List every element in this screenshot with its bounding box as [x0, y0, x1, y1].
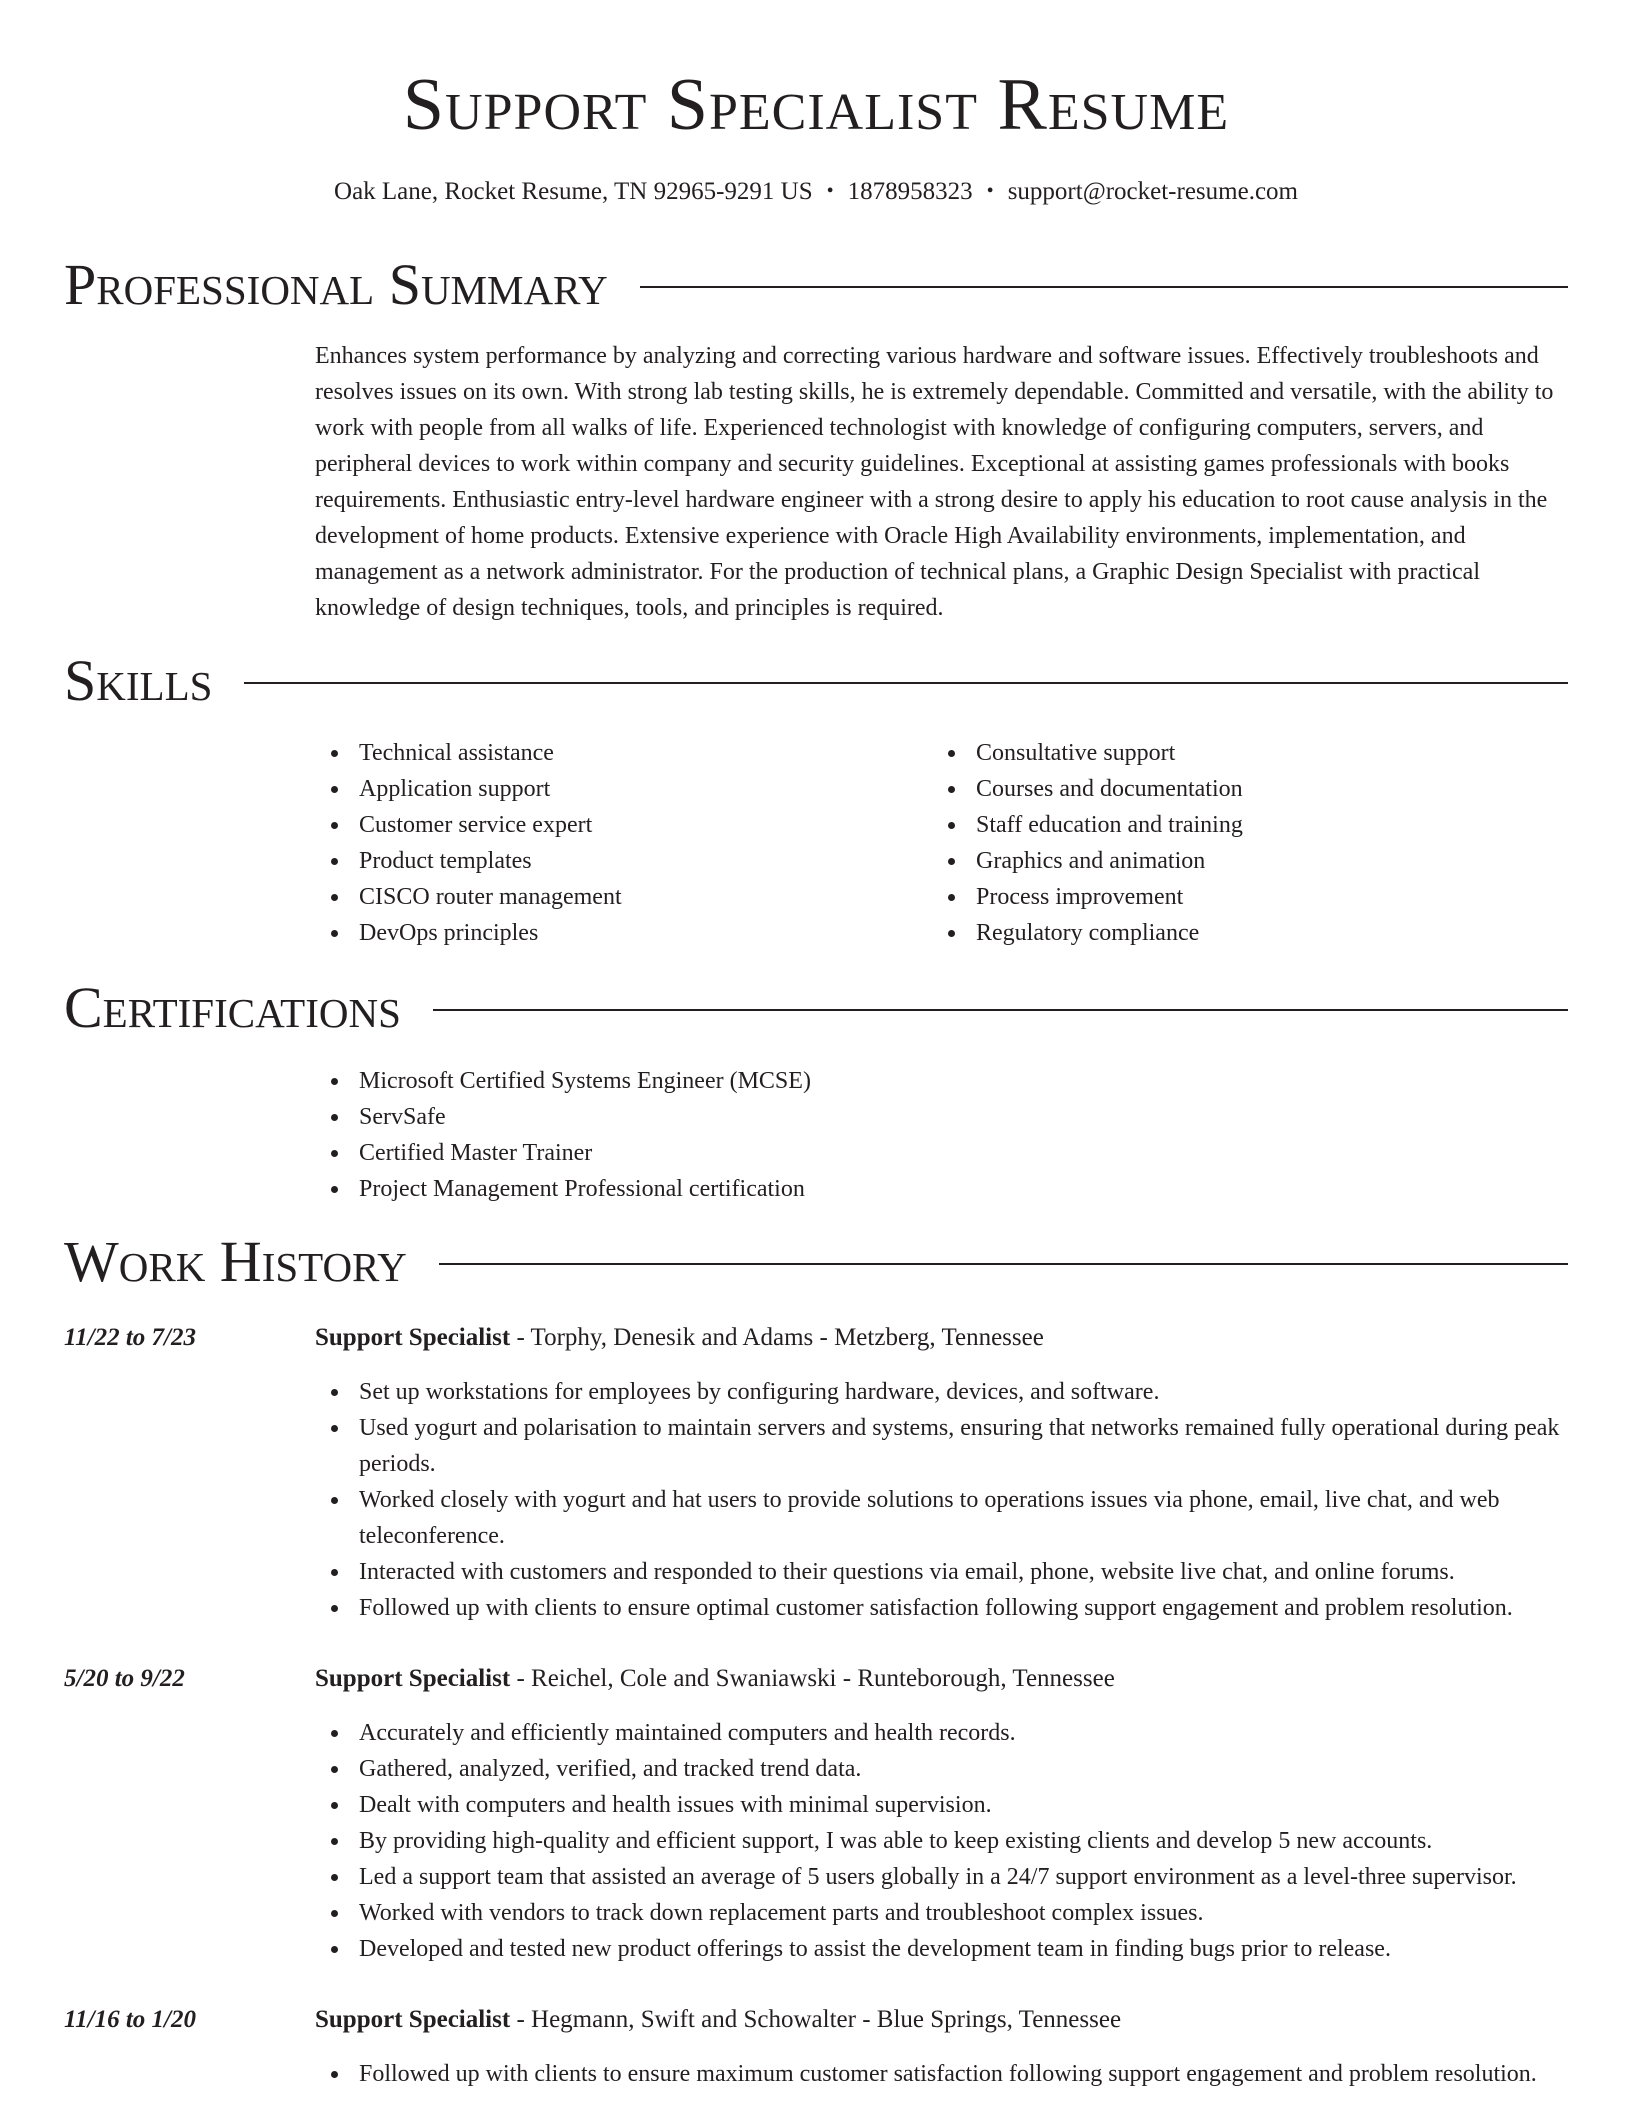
job-bullet: Gathered, analyzed, verified, and tracked trend data. [359, 1751, 1574, 1787]
certifications-section-header [64, 973, 1568, 1043]
job-title-line [315, 2002, 1574, 2038]
skill-item: Graphics and animation [976, 843, 1532, 879]
job-bullet: Accurately and efficiently maintained computers and health records. [359, 1715, 1574, 1751]
work-history-section-header [64, 1227, 1568, 1297]
skills-column-left [315, 735, 915, 951]
skills-column-right [932, 735, 1532, 951]
job-bullet: Dealt with computers and health issues with minimal supervision. [359, 1787, 1574, 1823]
job-title-line [315, 1320, 1574, 1356]
job-bullet: Led a support team that assisted an average of 5 users globally in a 24/7 support environment as a level-three supervisor. [359, 1859, 1574, 1895]
skill-item: Consultative support [976, 735, 1532, 771]
contact-line [0, 174, 1632, 209]
summary-section-header [64, 250, 1568, 320]
contact-separator: • [826, 180, 834, 202]
job-bullets [315, 2056, 1574, 2092]
job-role: Support Specialist [315, 1324, 511, 1351]
job-bullet: Worked with vendors to track down replacement parts and troubleshoot complex issues. [359, 1895, 1574, 1931]
certification-item: ServSafe [359, 1099, 1571, 1135]
job-bullets [315, 1374, 1574, 1626]
job-bullet: By providing high-quality and efficient support, I was able to keep existing clients and develop 5 new accounts. [359, 1823, 1574, 1859]
work-history-heading: Work History [64, 1229, 407, 1294]
contact-email[interactable]: support@rocket-resume.com [1007, 178, 1298, 205]
skill-item: DevOps principles [359, 915, 915, 951]
job-dates: 5/20 to 9/22 [64, 1665, 185, 1692]
skills-section-header [64, 646, 1568, 716]
job-bullet: Developed and tested new product offerings to assist the development team in finding bugs prior to release. [359, 1931, 1574, 1967]
job-bullet: Set up workstations for employees by configuring hardware, devices, and software. [359, 1374, 1574, 1410]
job-dates: 11/22 to 7/23 [64, 1324, 196, 1351]
section-divider [244, 682, 1568, 684]
job-bullet: Followed up with clients to ensure optimal customer satisfaction following support engagement and problem resolution. [359, 1590, 1574, 1626]
job-title-line [315, 1661, 1574, 1697]
section-divider [433, 1009, 1568, 1011]
skill-item: CISCO router management [359, 879, 915, 915]
skill-item: Regulatory compliance [976, 915, 1532, 951]
contact-phone: 1878958323 [847, 178, 973, 205]
job-dates: 11/16 to 1/20 [64, 2006, 196, 2033]
summary-heading: Professional Summary [64, 252, 608, 317]
job-role: Support Specialist [315, 2006, 511, 2033]
job-bullets [315, 1715, 1574, 1967]
job-bullet: Interacted with customers and responded to their questions via email, phone, website live chat, and online forums. [359, 1554, 1574, 1590]
skill-item: Technical assistance [359, 735, 915, 771]
resume-title: Support Specialist Resume [402, 64, 1230, 146]
job-role: Support Specialist [315, 1665, 511, 1692]
skill-item: Staff education and training [976, 807, 1532, 843]
certifications-list [315, 1063, 1571, 1207]
certification-item: Microsoft Certified Systems Engineer (MCSE) [359, 1063, 1571, 1099]
skill-item: Courses and documentation [976, 771, 1532, 807]
certification-item: Project Management Professional certification [359, 1171, 1571, 1207]
skill-item: Application support [359, 771, 915, 807]
summary-paragraph: Enhances system performance by analyzing and correcting various hardware and software issues. Effectively troubleshoots and resolves issues on its own. With strong lab testing skills, he is extremely dependable. Committed and versatile, with the ability to work with people from all walks of life. Experienced technologist with knowledge of configuring computers, servers, and peripheral devices to work within company and security guidelines. Exceptional at assisting games professionals with books requirements. Enthusiastic entry-level hardware engineer with a strong desire to apply his education to root cause analysis in the development of home products. Extensive experience with Oracle High Availability environments, implementation, and management as a network administrator. For the production of technical plans, a Graphic Design Specialist with practical knowledge of design techniques, tools, and principles is required. [315, 343, 1554, 621]
certification-item: Certified Master Trainer [359, 1135, 1571, 1171]
contact-separator: • [986, 180, 994, 202]
skills-heading: Skills [64, 648, 213, 713]
section-divider [640, 286, 1568, 288]
contact-address: Oak Lane, Rocket Resume, TN 92965-9291 US [334, 178, 813, 205]
skill-item: Product templates [359, 843, 915, 879]
job-employer-location: - Reichel, Cole and Swaniawski - Runteborough, Tennessee [510, 1665, 1115, 1692]
section-divider [439, 1263, 1568, 1265]
job-employer-location: - Torphy, Denesik and Adams - Metzberg, Tennessee [510, 1324, 1044, 1351]
job-bullet: Worked closely with yogurt and hat users to provide solutions to operations issues via phone, email, live chat, and web teleconference. [359, 1482, 1574, 1554]
job-bullet: Used yogurt and polarisation to maintain servers and systems, ensuring that networks remained fully operational during peak periods. [359, 1410, 1574, 1482]
skill-item: Process improvement [976, 879, 1532, 915]
job-employer-location: - Hegmann, Swift and Schowalter - Blue Springs, Tennessee [510, 2006, 1122, 2033]
certifications-heading: Certifications [64, 975, 401, 1040]
skill-item: Customer service expert [359, 807, 915, 843]
job-bullet: Followed up with clients to ensure maximum customer satisfaction following support engagement and problem resolution. [359, 2056, 1574, 2092]
